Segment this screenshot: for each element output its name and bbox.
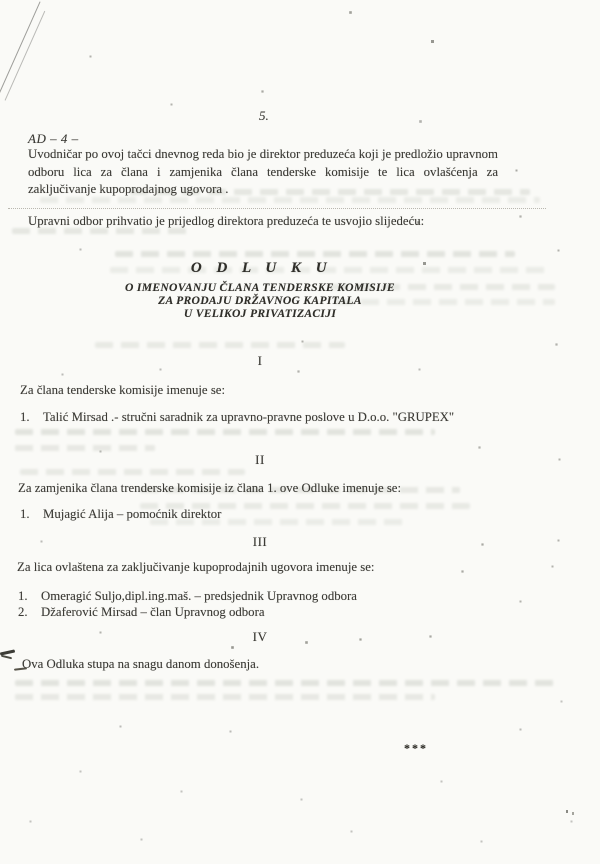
- bleedthrough-text: [15, 445, 155, 451]
- bleedthrough-text: [115, 251, 515, 257]
- item-text: Omeragić Suljo,dipl.ing.maš. – predsjednik Upravnog odbora: [41, 589, 357, 603]
- section-lead-1: Za člana tenderske komisije imenuje se:: [20, 383, 226, 397]
- scan-crease-line: [5, 11, 46, 101]
- closing-statement: Ova Odluka stupa na snagu danom donošenja.: [22, 657, 260, 671]
- section-lead-3: Za lica ovlaštena za zaključivanje kupoprodajnih ugovora imenuje se:: [17, 560, 375, 574]
- decision-subtitle-line: O IMENOVANJU ČLANA TENDERSKE KOMISIJE: [125, 281, 395, 294]
- item-number: 1.: [20, 410, 30, 424]
- decision-subtitle-line: U VELIKOJ PRIVATIZACIJI: [183, 307, 337, 321]
- scan-noise-speckles: [0, 0, 1, 1]
- decision-title-block: [0, 259, 520, 321]
- list-item: [18, 604, 265, 621]
- bleedthrough-text: [95, 342, 345, 348]
- list-item: [20, 506, 221, 523]
- list-item: [18, 588, 357, 605]
- item-text: Mujagić Alija – pomoćnik direktor: [43, 507, 222, 521]
- item-number: 2.: [18, 605, 28, 619]
- decision-title: O D L U K U: [190, 260, 330, 276]
- scan-corner-marks: [566, 810, 568, 813]
- section-numeral-3: III: [252, 534, 268, 549]
- scan-crease-line: [0, 1, 41, 97]
- bleedthrough-text: [15, 680, 555, 686]
- item-text: Džaferović Mirsad – član Upravnog odbora: [41, 605, 265, 619]
- bleedthrough-text: [15, 694, 435, 700]
- intro-paragraph: Uvodničar po ovoj tačci dnevnog reda bio je direktor preduzeća koji je predložio upravnom odboru lica za člana i zamjenika člana tenderske komisije te lica ovlašćenja za zaključivanje kupoprodajnog ugovora .: [28, 147, 498, 197]
- decision-subtitle-line: ZA PRODAJU DRŽAVNOG KAPITALA: [158, 294, 362, 308]
- section-lead-2: Za zamjenika člana trenderske komisije iz člana 1. ove Odluke imenuje se:: [18, 481, 402, 495]
- dotted-separator-line: [8, 208, 546, 209]
- item-number: 1.: [20, 507, 30, 521]
- end-separator: ***: [404, 741, 428, 755]
- agenda-item-ref: AD – 4 –: [28, 131, 79, 146]
- item-number: 1.: [18, 589, 28, 603]
- bleedthrough-text: [20, 469, 245, 475]
- section-numeral-4: IV: [252, 629, 268, 644]
- page-number: 5.: [259, 108, 269, 123]
- board-statement: Upravni odbor prihvatio je prijedlog direktora preduzeća te usvojio slijedeću:: [28, 214, 425, 228]
- bleedthrough-text: [15, 429, 435, 435]
- list-item: [20, 409, 454, 426]
- ink-scribble-mark: [1, 655, 12, 660]
- section-numeral-2: II: [255, 452, 265, 467]
- section-numeral-1: I: [257, 353, 263, 368]
- item-text: Talić Mirsad .- stručni saradnik za upravno-pravne poslove u D.o.o. "GRUPEX": [43, 410, 455, 424]
